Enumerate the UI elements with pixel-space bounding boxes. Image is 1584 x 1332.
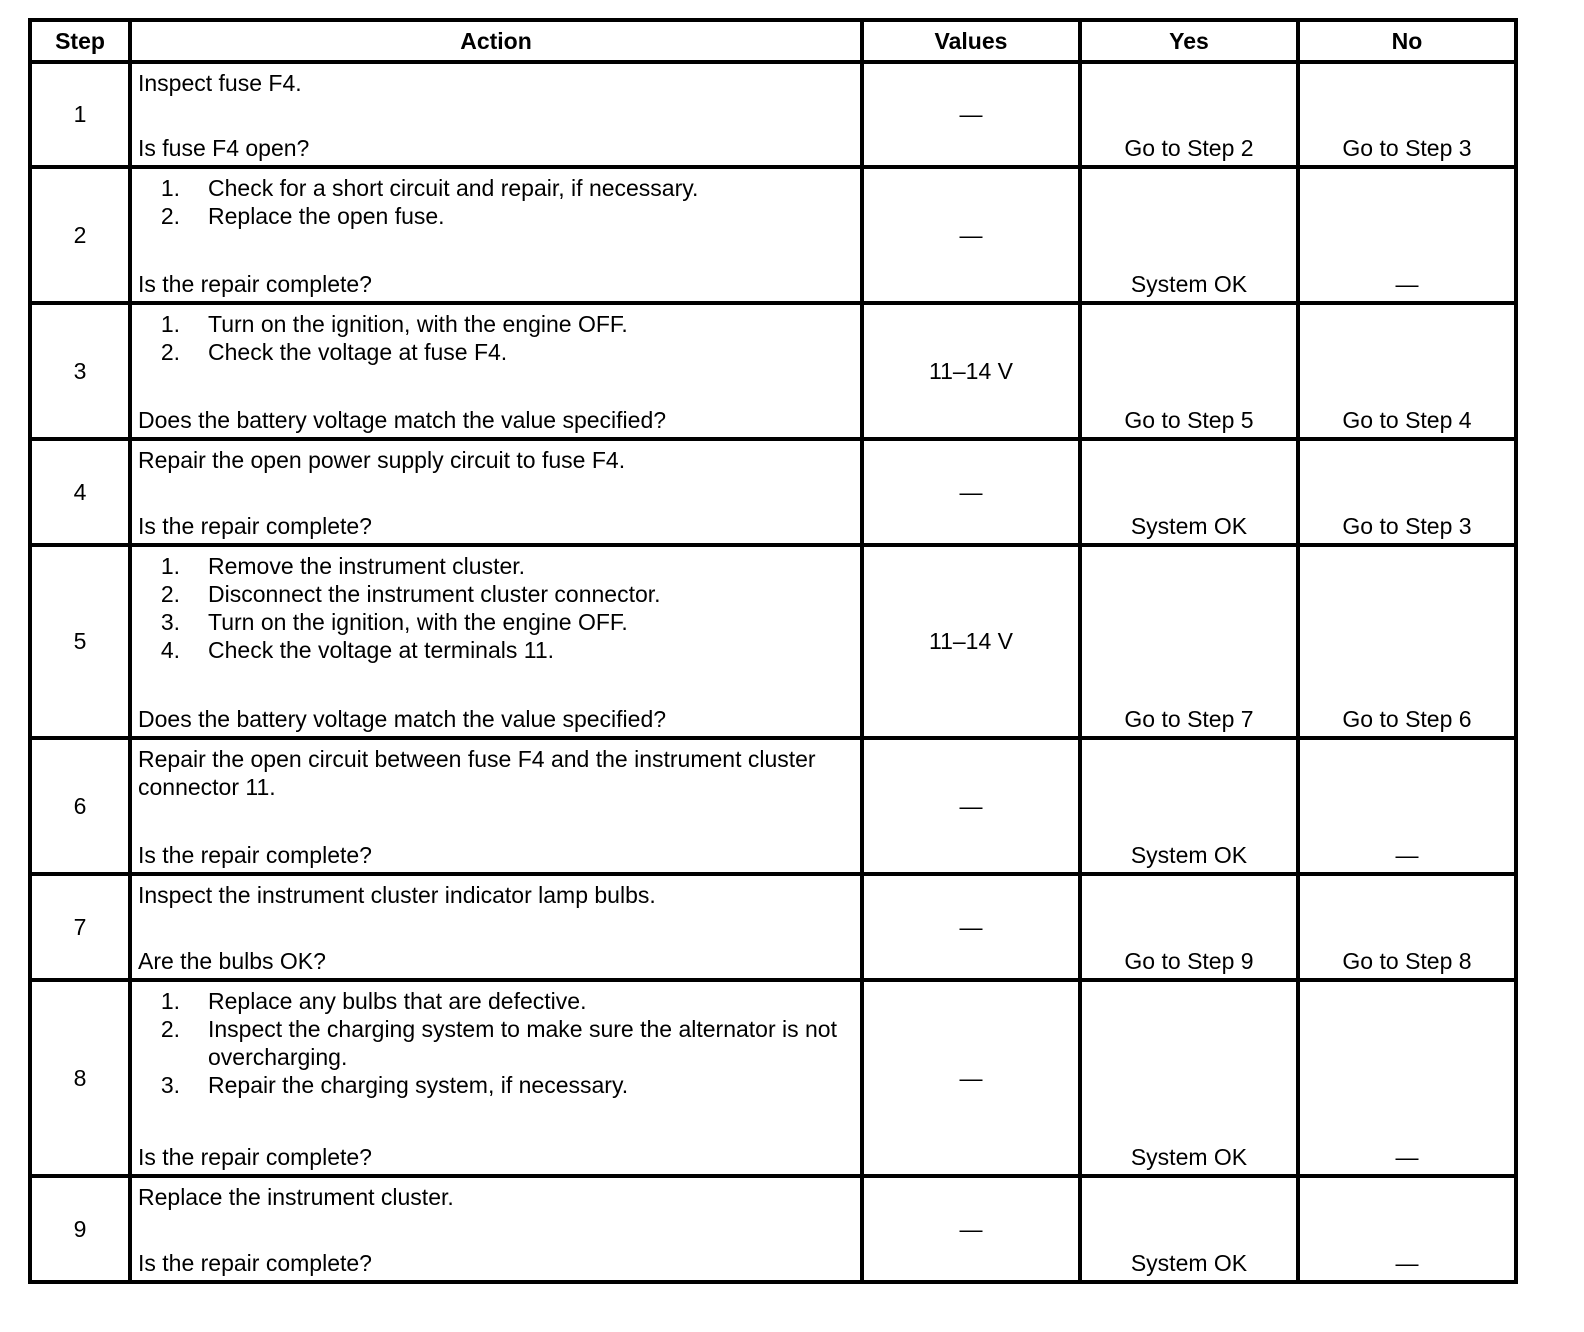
list-item-text: Turn on the ignition, with the engine OFF. [208,311,628,337]
action-content [138,169,852,301]
action-cell [130,874,862,980]
action-question: Is the repair complete? [138,513,372,539]
value-cell: 11–14 V [862,303,1080,439]
action-instructions [138,305,852,366]
action-text: Replace the instrument cluster. [138,1184,454,1210]
step-number: 1 [30,62,130,167]
list-item-text: Check the voltage at terminals 11. [208,637,555,663]
step-number: 3 [30,303,130,439]
no-cell: Go to Step 6 [1298,545,1516,738]
action-cell [130,1176,862,1282]
list-item-text: Check for a short circuit and repair, if necessary. [208,175,699,201]
header-action: Action [130,20,862,62]
list-item [138,636,852,664]
action-instructions [138,1178,852,1211]
step-number: 5 [30,545,130,738]
yes-cell: System OK [1080,439,1298,545]
value-cell: 11–14 V [862,545,1080,738]
header-row [30,20,1516,62]
action-steps-list [138,174,852,230]
table-row [30,1176,1516,1282]
action-text: Repair the open power supply circuit to fuse F4. [138,447,626,473]
header-yes: Yes [1080,20,1298,62]
action-content [138,982,852,1174]
action-content [138,876,852,978]
action-question: Is fuse F4 open? [138,135,310,161]
value-cell: — [862,874,1080,980]
action-content [138,305,852,437]
action-cell [130,545,862,738]
action-content [138,740,852,872]
action-text: Inspect fuse F4. [138,70,302,96]
action-instructions [138,876,852,909]
action-instructions [138,169,852,230]
list-item-number: 4. [160,637,180,663]
table-row [30,303,1516,439]
list-item [138,552,852,580]
action-question: Does the battery voltage match the value specified? [138,706,667,732]
list-item-text: Check the voltage at fuse F4. [208,339,508,365]
no-cell: — [1298,738,1516,874]
value-cell: — [862,738,1080,874]
yes-cell: Go to Step 2 [1080,62,1298,167]
step-number: 8 [30,980,130,1176]
value-cell: — [862,167,1080,303]
action-steps-list [138,310,852,366]
list-item-text: Disconnect the instrument cluster connector. [208,581,661,607]
table-row [30,62,1516,167]
table-row [30,874,1516,980]
list-item [138,174,852,202]
no-cell: Go to Step 3 [1298,62,1516,167]
action-question: Does the battery voltage match the value specified? [138,407,667,433]
action-instructions [138,64,852,97]
action-cell [130,980,862,1176]
action-instructions [138,441,852,474]
value-cell: — [862,1176,1080,1282]
list-item-number: 1. [160,311,180,337]
diagnostic-table [28,18,1518,1284]
no-cell: — [1298,167,1516,303]
no-cell: Go to Step 4 [1298,303,1516,439]
no-cell: Go to Step 3 [1298,439,1516,545]
action-question: Is the repair complete? [138,1250,372,1276]
yes-cell: System OK [1080,738,1298,874]
table-header [30,20,1516,62]
list-item [138,310,852,338]
list-item [138,608,852,636]
step-number: 9 [30,1176,130,1282]
action-content [138,64,852,165]
list-item-text: Replace any bulbs that are defective. [208,988,587,1014]
list-item [138,1071,852,1099]
step-number: 2 [30,167,130,303]
list-item [138,987,852,1015]
table-row [30,738,1516,874]
list-item-number: 1. [160,553,180,579]
list-item-text: Replace the open fuse. [208,203,445,229]
list-item-number: 3. [160,1072,180,1098]
yes-cell: System OK [1080,980,1298,1176]
action-instructions [138,982,852,1099]
yes-cell: Go to Step 9 [1080,874,1298,980]
action-cell [130,439,862,545]
action-content [138,441,852,543]
yes-cell: Go to Step 5 [1080,303,1298,439]
action-question: Is the repair complete? [138,1144,372,1170]
action-cell [130,62,862,167]
yes-cell: System OK [1080,1176,1298,1282]
action-text: Repair the open circuit between fuse F4 and the instrument cluster connector 11. [138,746,816,800]
action-instructions [138,547,852,664]
list-item-number: 3. [160,609,180,635]
action-steps-list [138,987,852,1099]
list-item-text: Turn on the ignition, with the engine OFF. [208,609,628,635]
table-row [30,980,1516,1176]
table-row [30,545,1516,738]
value-cell: — [862,439,1080,545]
list-item-number: 2. [160,339,180,365]
list-item-number: 2. [160,581,180,607]
list-item-text: Inspect the charging system to make sure the alternator is not overcharging. [208,1016,837,1070]
step-number: 7 [30,874,130,980]
step-number: 6 [30,738,130,874]
list-item-number: 1. [160,175,180,201]
list-item [138,1015,852,1071]
header-no: No [1298,20,1516,62]
list-item [138,580,852,608]
list-item [138,338,852,366]
action-question: Is the repair complete? [138,842,372,868]
action-instructions [138,740,852,801]
table-row [30,167,1516,303]
list-item-text: Repair the charging system, if necessary. [208,1072,629,1098]
no-cell: Go to Step 8 [1298,874,1516,980]
value-cell: — [862,980,1080,1176]
header-values: Values [862,20,1080,62]
list-item-number: 2. [160,203,180,229]
action-content [138,1178,852,1280]
no-cell: — [1298,1176,1516,1282]
list-item-text: Remove the instrument cluster. [208,553,526,579]
action-cell [130,167,862,303]
value-cell: — [862,62,1080,167]
action-cell [130,303,862,439]
table-body [30,62,1516,1282]
yes-cell: System OK [1080,167,1298,303]
table-row [30,439,1516,545]
action-question: Is the repair complete? [138,271,372,297]
action-steps-list [138,552,852,664]
list-item-number: 1. [160,988,180,1014]
action-text: Inspect the instrument cluster indicator lamp bulbs. [138,882,656,908]
action-question: Are the bulbs OK? [138,948,326,974]
action-cell [130,738,862,874]
step-number: 4 [30,439,130,545]
list-item-number: 2. [160,1016,180,1042]
no-cell: — [1298,980,1516,1176]
list-item [138,202,852,230]
header-step: Step [30,20,130,62]
action-content [138,547,852,736]
yes-cell: Go to Step 7 [1080,545,1298,738]
